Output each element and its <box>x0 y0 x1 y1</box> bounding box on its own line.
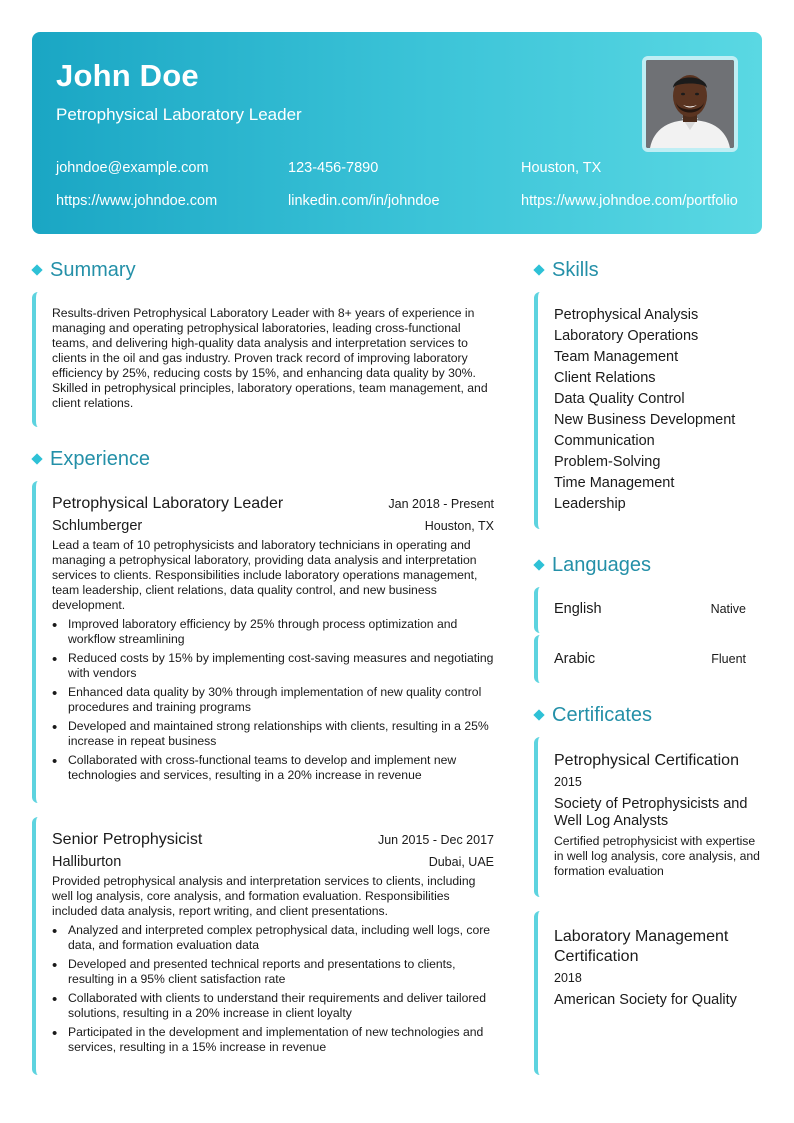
contact-email[interactable]: johndoe@example.com <box>56 160 209 176</box>
diamond-bullet-icon <box>31 264 42 275</box>
job-company: Halliburton <box>52 854 122 870</box>
job-dates: Jun 2015 - Dec 2017 <box>377 833 494 847</box>
diamond-bullet-icon <box>533 709 544 720</box>
certificate-entry <box>534 911 762 1075</box>
diamond-bullet-icon <box>533 559 544 570</box>
skills-heading: Skills <box>552 258 599 281</box>
experience-entry <box>32 817 494 1075</box>
job-location: Houston, TX <box>424 519 494 533</box>
language-name: Arabic <box>554 651 596 667</box>
job-header <box>52 831 494 849</box>
language-row <box>554 651 746 667</box>
skill-item: Laboratory Operations <box>554 328 699 344</box>
skill-item: New Business Development <box>554 412 736 428</box>
main-column <box>32 256 494 1075</box>
language-entry <box>534 587 762 633</box>
achievement-item: • Developed and presented technical reports and presentations to clients, resulting in a 95% client satisfaction rate <box>52 957 494 987</box>
job-company: Schlumberger <box>52 518 143 534</box>
profile-photo <box>642 56 738 152</box>
skill-item: Client Relations <box>554 370 656 386</box>
summary-card <box>32 292 494 427</box>
language-entry <box>534 635 762 683</box>
skill-item: Time Management <box>554 475 675 491</box>
experience-entry <box>32 481 494 803</box>
skills-card <box>534 292 762 529</box>
resume-header <box>32 32 762 234</box>
certificate-name: Laboratory Management Certification <box>554 928 729 965</box>
job-role: Petrophysical Laboratory Leader <box>52 495 284 512</box>
skill-item: Problem-Solving <box>554 454 661 470</box>
contact-linkedin[interactable]: linkedin.com/in/johndoe <box>288 193 440 209</box>
certificates-heading: Certificates <box>552 703 653 726</box>
achievement-item: • Analyzed and interpreted complex petrophysical data, including well logs, core data, and formation evaluation data <box>52 923 494 953</box>
job-header <box>52 495 494 513</box>
achievement-item: • Developed and maintained strong relationships with clients, resulting in a 25% increase in repeat business <box>52 719 494 749</box>
languages-heading: Languages <box>552 553 651 576</box>
experience-section-header <box>32 445 494 473</box>
contact-phone[interactable]: 123-456-7890 <box>288 160 379 176</box>
diamond-bullet-icon <box>31 453 42 464</box>
achievement-item: • Participated in the development and implementation of new technologies and services, resulting in a 15% increase in revenue <box>52 1025 494 1055</box>
certificate-year: 2015 <box>554 775 582 789</box>
summary-text: Results-driven Petrophysical Laboratory Leader with 8+ years of experience in managing and operating petrophysical laboratories, leading cross-functional teams, and delivering high-quality data analysis and interpretation services to clients in the oil and gas industry. Proven track record of improving laboratory efficiency by 25%, reducing costs by 15%, and enhancing data quality by 30%. Skilled in petrophysical principles, laboratory operations, team management, and client relations. <box>52 306 488 410</box>
skill-item: Petrophysical Analysis <box>554 307 699 323</box>
certificate-name: Petrophysical Certification <box>554 752 739 769</box>
achievement-item: • Improved laboratory efficiency by 25% through process optimization and workflow streamlining <box>52 617 494 647</box>
achievement-item: • Collaborated with clients to understand their requirements and deliver tailored solutions, resulting in a 20% increase in client loyalty <box>52 991 494 1021</box>
certificates-section-header <box>534 701 762 729</box>
diamond-bullet-icon <box>533 264 544 275</box>
job-subheader <box>52 518 494 534</box>
job-subheader <box>52 854 494 870</box>
contact-website[interactable]: https://www.johndoe.com <box>56 193 218 209</box>
certificate-description: Certified petrophysicist with expertise in well log analysis, core analysis, and formation evaluation <box>554 834 760 878</box>
candidate-title: Petrophysical Laboratory Leader <box>56 105 302 124</box>
job-description: Provided petrophysical analysis and interpretation services to clients, including well log analysis, core analysis, and formation evaluation. Responsibilities included data analysis, report writing, and client presentations. <box>52 874 476 918</box>
job-role: Senior Petrophysicist <box>52 831 203 848</box>
job-achievements <box>52 923 494 1055</box>
avatar-icon <box>646 60 734 148</box>
summary-heading: Summary <box>50 258 136 281</box>
job-location: Dubai, UAE <box>428 855 494 869</box>
achievement-item: • Reduced costs by 15% by implementing cost-saving measures and negotiating with vendors <box>52 651 494 681</box>
skill-item: Data Quality Control <box>554 391 685 407</box>
skill-item: Leadership <box>554 496 626 512</box>
contact-portfolio[interactable]: https://www.johndoe.com/portfolio <box>521 193 738 209</box>
job-dates: Jan 2018 - Present <box>388 497 494 511</box>
experience-heading: Experience <box>50 447 151 470</box>
job-description: Lead a team of 10 petrophysicists and laboratory technicians in operating and managing a petrophysical laboratory, providing data analysis and interpretation services to clients. Responsibilities include laboratory operations management, team leadership, client relations, data quality control, and new business development. <box>52 538 478 612</box>
achievement-item: • Collaborated with cross-functional teams to develop and implement new technologies and services, resulting in a 20% increase in revenue <box>52 753 494 783</box>
contact-location: Houston, TX <box>521 160 602 176</box>
skill-item: Communication <box>554 433 655 449</box>
languages-section-header <box>534 551 762 579</box>
language-row <box>554 601 746 617</box>
certificate-issuer: Society of Petrophysicists and Well Log Analysts <box>554 796 748 829</box>
achievement-item: • Enhanced data quality by 30% through implementation of new quality control procedures and training programs <box>52 685 494 715</box>
job-achievements <box>52 617 494 783</box>
certificate-issuer: American Society for Quality <box>554 992 737 1008</box>
sidebar-column <box>534 256 762 1075</box>
language-level: Native <box>710 602 746 616</box>
certificate-year: 2018 <box>554 971 582 985</box>
language-level: Fluent <box>711 652 746 666</box>
skills-section-header <box>534 256 762 284</box>
candidate-name: John Doe <box>56 58 199 93</box>
skill-item: Team Management <box>554 349 679 365</box>
language-name: English <box>554 601 602 617</box>
certificate-entry <box>534 737 762 897</box>
summary-section-header <box>32 256 494 284</box>
